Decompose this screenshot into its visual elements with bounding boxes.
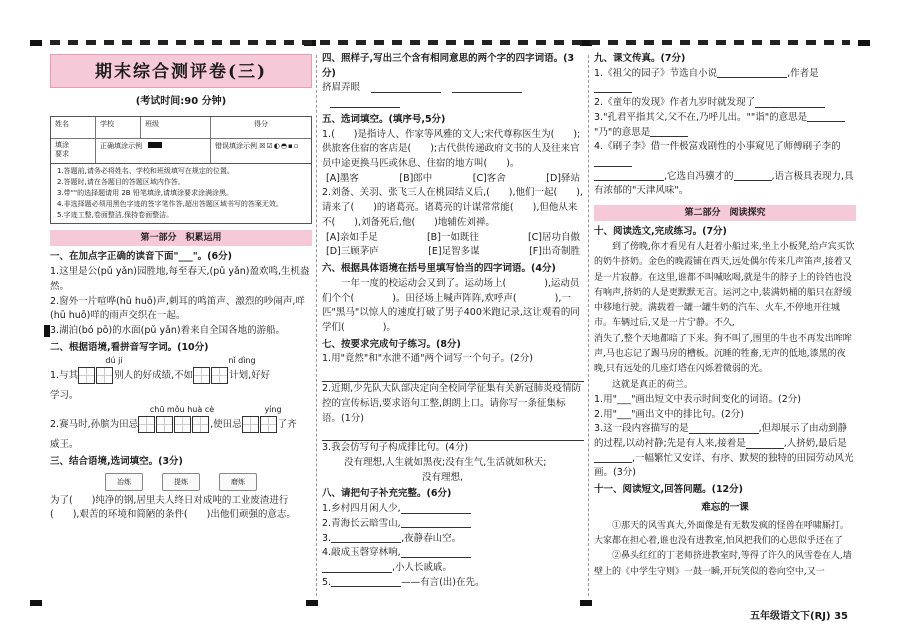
word-books	[50, 473, 312, 491]
filled-box-icon	[148, 142, 162, 148]
registration-mark	[30, 40, 42, 46]
school-label: 学校	[96, 117, 141, 138]
question-7-2: 2.近期,少先队大队部决定向全校同学征集有关新冠肺炎疫情防控的宣传标语,要求语句工整,朗朗上口。请你写一条征集标语。(1分)	[322, 383, 582, 424]
question-10-heading: 十、阅读选文,完成练习。(7分)	[594, 226, 727, 238]
correct-fill-example: 正确填涂示例	[100, 141, 142, 150]
answer-blank[interactable]	[401, 548, 471, 558]
question-1-3: 3.湖泊(bó pō)的水面(pǔ yǎn)着来自全国各地的游船。	[50, 325, 286, 337]
word-book: 磨炼	[219, 473, 257, 491]
answer-blank[interactable]	[594, 453, 632, 463]
question-9-3: 3."孔君平指其父,父不在,乃呼儿出。""诣"的意思是	[594, 111, 856, 126]
question-1-2: 2.窗外一片喧哗(hū huō)声,刺耳的鸣笛声、激烈的吵闹声,咩(hū huō)咩的雨声交织在一起。	[50, 295, 305, 322]
column-divider	[588, 55, 589, 596]
question-4-heading: 四、照样子,写出三个含有相同意思的两个字的四字词语。(3分)	[322, 53, 575, 79]
answer-blank[interactable]	[330, 98, 400, 108]
column-divider	[316, 55, 317, 596]
passage-paragraph: 消失了,整个天地都暗了下来。狗不叫了,围里的牛也不再发出哞哞声,马也忘记了踢马房的槽板。沉睡的牲畜,无声的低地,漆黑的夜晚,只有远处的几座灯塔在闪烁着微弱的光。	[594, 333, 852, 375]
answer-blank[interactable]	[331, 577, 401, 587]
answer-blank[interactable]	[734, 171, 772, 181]
answer-line[interactable]	[322, 426, 584, 441]
passage-paragraph: ②鼻头红红的丁老师挤进教室时,等得了许久的风雪卷在人,墙壁上的《中学生守则》一鼓一瞬,开玩笑似的卷向空中,又一	[594, 551, 852, 577]
part-one-header: 第一部分 积累运用	[50, 230, 312, 246]
question-8-4: 4.敲成玉磬穿林响,	[322, 546, 584, 561]
score-label: 得分	[254, 119, 268, 128]
answer-blank[interactable]	[401, 518, 471, 528]
question-3-heading: 三、结合语境,选词填空。(3分)	[50, 455, 183, 467]
question-10-2: 2.用"___"画出文中的排比句。(2分)	[594, 408, 745, 420]
question-8-3: 3. ,夜静春山空。	[322, 532, 462, 544]
question-9-4: 4.《刷子李》借一件极富戏剧性的小事窥见了师傅刷子李的	[594, 140, 856, 169]
question-8-1: 1.乡村四月闲人少,	[322, 502, 584, 517]
word-book: 提炼	[162, 473, 200, 491]
answer-box[interactable]	[96, 367, 113, 384]
answer-blank[interactable]	[717, 68, 787, 78]
exam-title: 期末综合测评卷(三)	[50, 54, 312, 88]
answer-box[interactable]	[174, 416, 191, 433]
question-5-heading: 五、选词填空。(填序号,5分)	[322, 113, 446, 125]
passage-paragraph: 到了傍晚,你才看见有人赶着小船过来,坐上小板凳,给卢宾买饮的奶牛挤奶。金色的晚霞铺在西天,远处偶尔传来几声笛声,接着又是一片寂静。在这里,谁都不叫喊吆喝,就是牛的脖子上的铃铛也没有响声,挤奶的人是更默默无言。运河之中,装满奶桶的船只在舒缓中移地行驶。满载着一罐一罐牛奶的汽车、火车,不停地开往城市。车辆过后,又是一片宁静。不久,	[594, 241, 855, 329]
top-dash-line	[50, 40, 850, 45]
answer-blank[interactable]	[755, 98, 825, 108]
passage-title: 难忘的一课	[701, 501, 749, 513]
question-7-1: 1.用"竟然"和"水泄不通"两个词写一个句子。(2分)	[322, 353, 533, 365]
answer-box[interactable]	[211, 367, 228, 384]
question-5-2-options: [A]亲如手足 [B]一如既往 [C]居功自傲	[326, 231, 580, 243]
registration-mark	[858, 40, 870, 46]
question-1-1: 1.这里是公(pǔ yǎn)园胜地,每至春天,(pǔ yǎn)盈欢鸣,生机盎然。	[50, 266, 310, 292]
name-label: 姓名	[51, 117, 96, 138]
question-10-3: 3.这一段内容描写的是 ,但却展示了由动到静的过程,以动衬静;先是有人来,接着是 ,人挤奶,最后是,一幅繁忙又安详、有序、默契的独特的田园劳动风光画。(3分)	[594, 423, 854, 479]
answer-box[interactable]	[78, 367, 95, 384]
info-table: 姓名 学校 班级 得分 填涂 要求 正确填涂示例 错误填涂示例 ☒☑◐◓▪▫	[50, 116, 312, 164]
question-5-1-options: [A]墨客 [B]郎中 [C]客舍 [D]驿站	[326, 172, 580, 184]
answer-blank[interactable]	[594, 83, 632, 93]
answer-blank[interactable]	[594, 171, 664, 181]
question-6-text: 一年一度的校运动会又到了。运动场上( ),运动员们个个( )。田径场上喊声阵阵,欢呼声( ),一匹"黑马"以惊人的速度打破了男子400米跑记录,这让观看的同学们( )。	[322, 277, 580, 333]
exam-time: (考试时间:90 分钟)	[135, 96, 227, 107]
word-book: 冶炼	[105, 473, 143, 491]
column-right: 九、课文传真。(7分) 1.《祖父的园子》节选自小说 ,作者是 2.《童年的发现》作者九岁时就发现了 3."孔君平指其父,父不在,乃呼儿出。""诣"的意思是 "乃"的意思是 4.《刷子李》借一件极富戏剧性的小事窥见了师傅刷子李的 ,它选自冯骥才的 ,语言极具表现力,具有浓郁的"天津风味"。 第二部分 阅读探究 十、阅读选文,完成练习。(7分) 到了傍晚,你才看见有人赶着小船过来,坐上小板凳,给卢宾买饮的奶牛挤奶。金色的晚霞铺在西天,远处偶尔传来几声笛声,接着又是一片寂静。在这里,谁都不叫喊吆喝,就是牛的脖子上的铃铛也没有响声,挤奶的人是更默默无言。运河之中,装满奶桶的船只在舒缓中移地行驶。满载着一罐一罐牛奶的汽车、火车,不停地开往城市。车辆过后,又是一片宁静。不久, 消失了,整个天地都暗了下来。狗不叫了,围里的牛也不再发出哞哞声,马也忘记了踢马房的槽板。沉睡的牲畜,无声的低地,漆黑的夜晚,只有远处的几座灯塔在闪烁着微弱的光。 这就是真正的荷兰。 1.用"___"画出短文中表示时间变化的词语。(2分) 2.用"___"画出文中的排比句。(2分) 3.这一段内容描写的是 ,但却展示了由动到静的过程,以动衬静;先是有人来,接着是 ,人挤奶,最后是,一幅繁忙又安详、有序、默契的独特的田园劳动风光画。(3分) 十一、阅读短文,回答问题。(12分) 难忘的一课 ①那天的风雪真大,外面像是有无数发疯的怪兽在呼啸厮打。大家都在担心着,谁也没有进教室,怕风把我们的心思似乎还在了 ②鼻头红红的丁老师挤进教室时,等得了许久的风雪卷在人,墙壁上的《中学生守则》一鼓一瞬,开玩笑似的卷向空中,又一	[594, 50, 856, 598]
question-5-1: 1.( )是指诗人、作家等风雅的文人;宋代尊称医生为( );供旅客住宿的客店是( );古代供传递政府文书的人及往来官员中途更换马匹或休息、住宿的地方叫( )。	[322, 128, 581, 170]
question-8-heading: 八、请把句子补充完整。(6分)	[322, 488, 452, 500]
question-10-1: 1.用"___"画出短文中表示时间变化的词语。(2分)	[594, 393, 802, 405]
part-two-header: 第二部分 阅读探究	[594, 205, 856, 221]
question-7-3-sample: 没有理想,人生就如黑夜;没有生气,生活就如秋天;	[344, 456, 547, 468]
registration-mark	[306, 600, 318, 606]
question-4-example: 挤眉弄眼	[322, 81, 584, 110]
answer-box[interactable]	[138, 416, 155, 433]
question-3-text: 为了( )纯净的钢,居里夫人终日对成吨的工业废渣进行( ),艰苦的环境和简陋的条件( )出他们顽强的意志。	[50, 494, 296, 521]
question-9-heading: 九、课文传真。(7分)	[594, 53, 686, 64]
answer-blank[interactable]	[746, 439, 784, 449]
wrong-fill-example: 错误填涂示例	[215, 141, 257, 150]
question-8-6: 5. ——有言(出)在先。	[322, 576, 485, 588]
answer-blank[interactable]	[322, 563, 392, 573]
question-7-heading: 七、按要求完成句子练习。(8分)	[322, 338, 461, 350]
passage-paragraph: ①那天的风雪真大,外面像是有无数发疯的怪兽在呼啸厮打。大家都在担心着,谁也没有进教室,怕风把我们的心思似乎还在了	[594, 520, 849, 546]
exam-notes: 1.答题前,请务必将姓名、学校和班级填写在规定的位置。 2.答题时,请在各题目的答题区域内作答。 3.带""的选择题请用 2B 铅笔填涂,请填涂要求涂满涂黑。 4.非选择题必须用黑色字迹的签字笔作答,超出答题区域书写的答案无效。 5.字迹工整,卷面整洁,保持卷面整洁。	[50, 164, 312, 225]
question-8-5: ,小人长戚戚。	[322, 561, 584, 576]
registration-mark	[580, 600, 592, 606]
answer-blank[interactable]	[689, 424, 759, 434]
answer-blank[interactable]	[452, 83, 522, 93]
fill-requirement-label: 填涂	[55, 140, 69, 149]
class-label: 班级	[141, 117, 211, 138]
answer-blank[interactable]	[650, 127, 688, 137]
answer-box[interactable]	[242, 416, 259, 433]
question-5-2: 2.刘备、关羽、张飞三人在桃园结义后,( ),他们一起( ),请来了( )的诸葛亮。诸葛亮的计谋常常能( ),但他从来不( ),刘备死后,他( )地辅佐刘禅。	[322, 187, 583, 228]
page-footer: 五年级语文下(RJ) 35	[750, 610, 848, 622]
question-6-heading: 六、根据具体语境在括号里填写恰当的四字词语。(4分)	[322, 263, 556, 275]
passage-paragraph: 这就是真正的荷兰。	[612, 379, 694, 390]
question-7-3-start: 没有理想,	[422, 471, 464, 483]
question-2-2: chū mǒu huà cè yíng 2.赛马时,孙膑为田忌 ,使田忌 了齐	[50, 404, 312, 438]
answer-line[interactable]	[322, 367, 584, 382]
answer-box[interactable]	[260, 416, 277, 433]
question-7-3: 3.我会仿写句子构成排比句。(4分)	[322, 442, 469, 454]
question-8-2: 2.青海长云暗雪山,	[322, 517, 584, 532]
question-9-2: 2.《童年的发现》作者九岁时就发现了	[594, 96, 856, 111]
answer-box[interactable]	[193, 367, 210, 384]
registration-mark	[30, 600, 42, 606]
answer-box[interactable]	[192, 416, 209, 433]
question-2-1: dú jí nǐ dìng 1.与其 别人的好成绩,不如 计划,好好	[50, 355, 312, 389]
answer-blank[interactable]	[401, 504, 471, 514]
question-1-heading: 一、在加点字正确的读音下面"___"。(6分)	[50, 251, 232, 263]
column-middle: 四、照样子,写出三个含有相同意思的两个字的四字词语。(3分) 挤眉弄眼 五、选词填空。(填序号,5分) 1.( )是指诗人、作家等风雅的文人;宋代尊称医生为( );供旅客住宿的客店是( );古代供传递政府文书的人及往来官员中途更换马匹或休息、住宿的地方叫( )。 [A]墨客 [B]郎中 [C]客舍 [D]驿站 2.刘备、关羽、张飞三人在桃园结义后,( ),他们一起( ),请来了( )的诸葛亮。诸葛亮的计谋常常能( ),但他从来不( ),刘备死后,他( )地辅佐刘禅。 [A]亲如手足 [B]一如既往 [C]居功自傲 [D]三顾茅庐 [E]足智多谋 [F]出奇制胜 六、根据具体语境在括号里填写恰当的四字词语。(4分) 一年一度的校运动会又到了。运动场上( ),运动员们个个( )。田径场上喊声阵阵,欢呼声( ),一匹"黑马"以惊人的速度打破了男子400米跑记录,这让观看的同学们( )。 七、按要求完成句子练习。(8分) 1.用"竟然"和"水泄不通"两个词写一个句子。(2分) 2.近期,少先队大队部决定向全校同学征集有关新冠肺炎疫情防控的宣传标语,要求语句工整,朗朗上口。请你写一条征集标语。(1分) 3.我会仿写句子构成排比句。(4分) 没有理想,人生就如黑夜;没有生气,生活就如秋天; 没有理想, 八、请把句子补充完整。(6分) 1.乡村四月闲人少, 2.青海长云暗雪山, 3. ,夜静春山空。 4.敲成玉磬穿林响, ,小人长戚戚。 5. ——有言(出)在先。	[322, 50, 584, 598]
question-9-1: 1.《祖父的园子》节选自小说 ,作者是	[594, 67, 856, 96]
answer-blank[interactable]	[331, 533, 401, 543]
answer-blank[interactable]	[371, 83, 441, 93]
column-left: 期末综合测评卷(三) (考试时间:90 分钟) 姓名 学校 班级 得分 填涂 要求 正确填涂示例 错误填涂示例 ☒☑◐◓▪▫ 1.答题前,请务必将姓名、学校和班级填写在规定的位置。 2.答题时,请在各题目的答题区域内作答。 3.带""的选择题请用 2B 铅笔填涂,请填涂要求涂满涂黑。 4.非选择题必须用黑色字迹的签字笔作答,超出答题区域书写的答案无效。 5.字迹工整,卷面整洁,保持卷面整洁。 第一部分 积累运用 一、在加点字正确的读音下面"___"。(6分) 1.这里是公(pǔ yǎn)园胜地,每至春天,(pǔ yǎn)盈欢鸣,生机盎然。 2.窗外一片喧哗(hū huō)声,刺耳的鸣笛声、激烈的吵闹声,咩(hū huō)咩的雨声交织在一起。 3.湖泊(bó pō)的水面(pǔ yǎn)着来自全国各地的游船。 二、根据语境,看拼音写字词。(10分) dú jí nǐ dìng 1.与其 别人的好成绩,不如 计划,好好 学习。 chū mǒu huà cè yíng 2.赛马时,孙膑为田忌 ,使田忌 了齐 威王。 三、结合语境,选词填空。(3分) 冶炼 提炼 磨炼 为了( )纯净的钢,居里夫人终日对成吨的工业废渣进行( ),艰苦的环境和简陋的条件( )出他们顽强的意志。	[50, 50, 312, 598]
answer-blank[interactable]	[594, 157, 632, 167]
question-11-heading: 十一、阅读短文,回答问题。(12分)	[594, 484, 744, 496]
question-2-heading: 二、根据语境,看拼音写字词。(10分)	[50, 341, 209, 353]
answer-box[interactable]	[156, 416, 173, 433]
answer-blank[interactable]	[807, 112, 845, 122]
wrong-fill-icons: ☒☑◐◓▪▫	[259, 141, 300, 150]
